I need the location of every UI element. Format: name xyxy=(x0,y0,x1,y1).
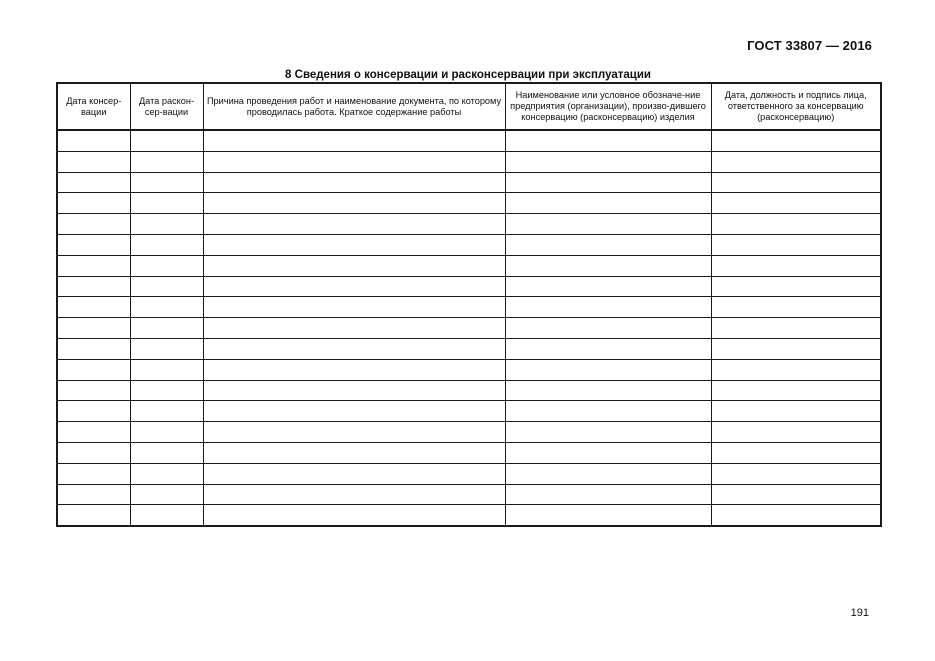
table-row xyxy=(57,380,881,401)
table-cell[interactable] xyxy=(203,214,505,235)
table-cell[interactable] xyxy=(203,193,505,214)
table-cell[interactable] xyxy=(203,151,505,172)
table-cell[interactable] xyxy=(711,151,881,172)
table-cell[interactable] xyxy=(57,130,130,151)
table-cell[interactable] xyxy=(57,193,130,214)
column-header-work-reason: Причина проведения работ и наименование документа, по которому проводилась работа. Краткое содержание работы xyxy=(203,83,505,130)
table-cell[interactable] xyxy=(711,338,881,359)
table-cell[interactable] xyxy=(711,193,881,214)
table-row xyxy=(57,297,881,318)
table-cell[interactable] xyxy=(130,151,203,172)
column-header-responsible-signature: Дата, должность и подпись лица, ответственного за консервацию (расконсервацию) xyxy=(711,83,881,130)
table-row xyxy=(57,422,881,443)
table-row xyxy=(57,484,881,505)
table-cell[interactable] xyxy=(130,318,203,339)
table-cell[interactable] xyxy=(505,484,711,505)
table-cell[interactable] xyxy=(130,380,203,401)
table-cell[interactable] xyxy=(130,297,203,318)
table-cell[interactable] xyxy=(203,380,505,401)
table-cell[interactable] xyxy=(505,276,711,297)
table-cell[interactable] xyxy=(505,172,711,193)
table-cell[interactable] xyxy=(203,234,505,255)
table-cell[interactable] xyxy=(203,338,505,359)
table-cell[interactable] xyxy=(711,276,881,297)
table-cell[interactable] xyxy=(130,505,203,526)
table-cell[interactable] xyxy=(57,297,130,318)
table-cell[interactable] xyxy=(505,255,711,276)
table-row xyxy=(57,214,881,235)
table-cell[interactable] xyxy=(711,130,881,151)
table-cell[interactable] xyxy=(57,151,130,172)
table-cell[interactable] xyxy=(130,484,203,505)
table-cell[interactable] xyxy=(711,255,881,276)
table-cell[interactable] xyxy=(57,172,130,193)
table-cell[interactable] xyxy=(57,359,130,380)
page-number: 191 xyxy=(850,607,869,619)
document-code: ГОСТ 33807 — 2016 xyxy=(747,38,872,53)
table-cell[interactable] xyxy=(203,297,505,318)
table-cell[interactable] xyxy=(505,463,711,484)
table-cell[interactable] xyxy=(711,505,881,526)
conservation-log-table xyxy=(56,82,882,527)
table-cell[interactable] xyxy=(505,130,711,151)
table-row xyxy=(57,172,881,193)
table-cell[interactable] xyxy=(203,484,505,505)
table-cell[interactable] xyxy=(203,442,505,463)
table-cell[interactable] xyxy=(203,422,505,443)
column-header-reconservation-date: Дата раскон-сер-вации xyxy=(130,83,203,130)
table-cell[interactable] xyxy=(711,318,881,339)
table-body xyxy=(57,130,881,526)
table-cell[interactable] xyxy=(57,380,130,401)
table-cell[interactable] xyxy=(505,318,711,339)
table-cell[interactable] xyxy=(711,297,881,318)
table-cell[interactable] xyxy=(203,255,505,276)
table-cell[interactable] xyxy=(505,442,711,463)
table-cell[interactable] xyxy=(203,463,505,484)
table-cell[interactable] xyxy=(57,214,130,235)
table-cell[interactable] xyxy=(505,401,711,422)
table-cell[interactable] xyxy=(505,422,711,443)
table-cell[interactable] xyxy=(57,505,130,526)
table-cell[interactable] xyxy=(711,234,881,255)
table-cell[interactable] xyxy=(130,193,203,214)
table-row xyxy=(57,338,881,359)
table-row xyxy=(57,463,881,484)
table-cell[interactable] xyxy=(505,214,711,235)
table-cell[interactable] xyxy=(57,484,130,505)
table-cell[interactable] xyxy=(130,401,203,422)
table-row xyxy=(57,359,881,380)
table-cell[interactable] xyxy=(130,442,203,463)
table-row xyxy=(57,442,881,463)
table-cell[interactable] xyxy=(130,359,203,380)
table-cell[interactable] xyxy=(130,463,203,484)
table-cell[interactable] xyxy=(505,359,711,380)
table-cell[interactable] xyxy=(711,214,881,235)
table-cell[interactable] xyxy=(57,276,130,297)
table-cell[interactable] xyxy=(130,214,203,235)
table-cell[interactable] xyxy=(203,130,505,151)
table-cell[interactable] xyxy=(57,442,130,463)
table-cell[interactable] xyxy=(711,380,881,401)
table-cell[interactable] xyxy=(57,401,130,422)
table-cell[interactable] xyxy=(57,463,130,484)
table-cell[interactable] xyxy=(505,505,711,526)
table-cell[interactable] xyxy=(57,338,130,359)
table-cell[interactable] xyxy=(505,297,711,318)
table-cell[interactable] xyxy=(130,422,203,443)
table-row xyxy=(57,130,881,151)
table-cell[interactable] xyxy=(505,380,711,401)
table-cell[interactable] xyxy=(711,172,881,193)
table-cell[interactable] xyxy=(711,484,881,505)
table-cell[interactable] xyxy=(130,338,203,359)
table-cell[interactable] xyxy=(203,401,505,422)
table-cell[interactable] xyxy=(57,318,130,339)
table-cell[interactable] xyxy=(505,193,711,214)
table-cell[interactable] xyxy=(203,505,505,526)
table-row xyxy=(57,234,881,255)
table-row xyxy=(57,151,881,172)
table-cell[interactable] xyxy=(130,276,203,297)
table-cell[interactable] xyxy=(130,172,203,193)
table-cell[interactable] xyxy=(130,234,203,255)
table-row xyxy=(57,505,881,526)
table-cell[interactable] xyxy=(203,359,505,380)
table-header-row xyxy=(57,83,881,130)
table-cell[interactable] xyxy=(57,255,130,276)
table-cell[interactable] xyxy=(130,130,203,151)
table-cell[interactable] xyxy=(57,234,130,255)
table-row xyxy=(57,255,881,276)
table-cell[interactable] xyxy=(711,463,881,484)
table-cell[interactable] xyxy=(505,151,711,172)
table-cell[interactable] xyxy=(130,255,203,276)
column-header-conservation-date: Дата консер-вации xyxy=(57,83,130,130)
table-row xyxy=(57,193,881,214)
table-row xyxy=(57,318,881,339)
table-cell[interactable] xyxy=(203,276,505,297)
table-cell[interactable] xyxy=(505,338,711,359)
table-cell[interactable] xyxy=(203,318,505,339)
section-title: 8 Сведения о консервации и расконсервации при эксплуатации xyxy=(285,69,651,81)
table-cell[interactable] xyxy=(203,172,505,193)
table-cell[interactable] xyxy=(57,422,130,443)
column-header-organization: Наименование или условное обозначе-ние предприятия (организации), произво-дившего консервацию (расконсервацию) изделия xyxy=(505,83,711,130)
table-cell[interactable] xyxy=(711,422,881,443)
table-row xyxy=(57,401,881,422)
table-cell[interactable] xyxy=(711,442,881,463)
table-cell[interactable] xyxy=(505,234,711,255)
table-cell[interactable] xyxy=(711,359,881,380)
table-row xyxy=(57,276,881,297)
table-cell[interactable] xyxy=(711,401,881,422)
